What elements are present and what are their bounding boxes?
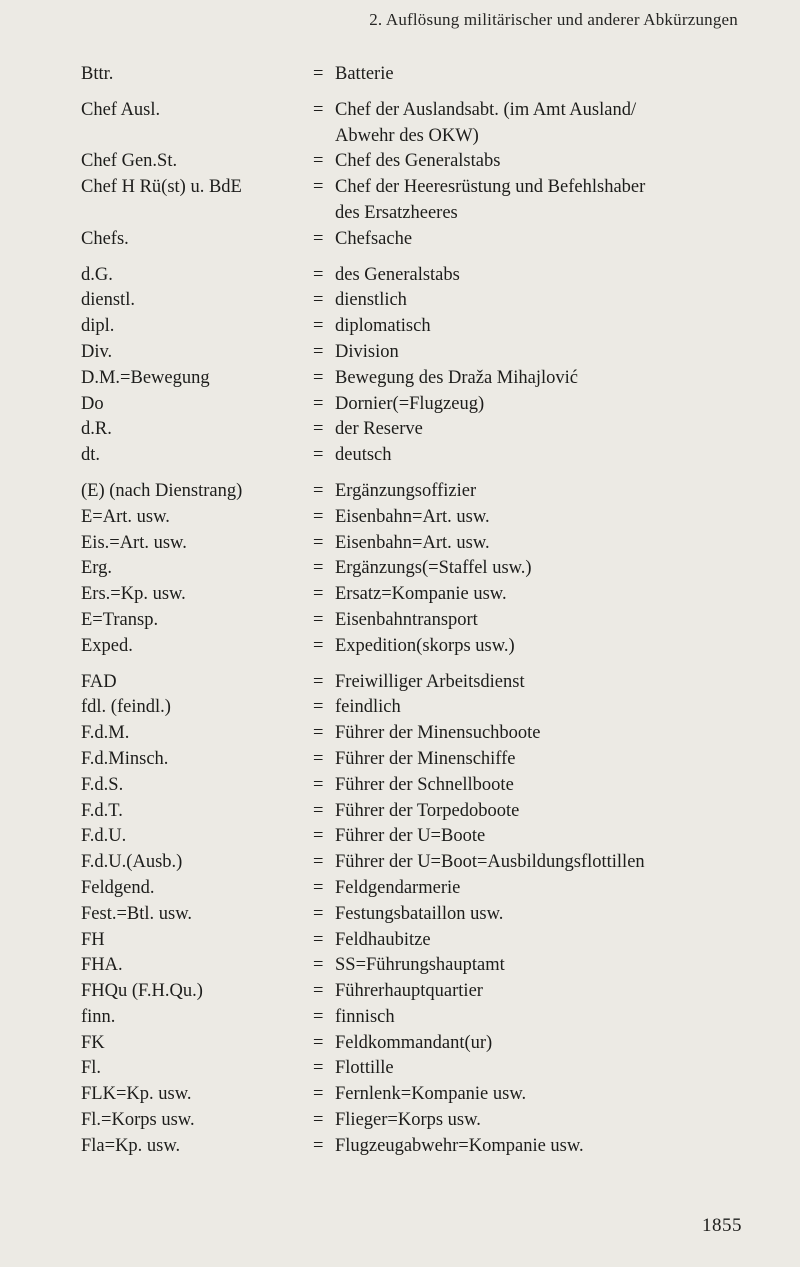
abbreviation-definition: der Reserve xyxy=(335,419,423,440)
abbreviation-entry xyxy=(0,670,800,696)
abbreviation-definition: Ergänzungs(=Staffel usw.) xyxy=(335,558,532,579)
equals-sign: = xyxy=(313,1058,324,1079)
abbreviation-entry xyxy=(0,366,800,392)
abbreviation-definition: Expedition(skorps usw.) xyxy=(335,635,515,656)
abbreviation-entry xyxy=(0,392,800,418)
abbreviation-term: E=Art. usw. xyxy=(81,506,170,527)
abbreviation-term: F.d.Minsch. xyxy=(81,748,169,769)
equals-sign: = xyxy=(313,1135,324,1156)
abbreviation-entry xyxy=(0,799,800,825)
equals-sign: = xyxy=(313,609,324,630)
abbreviation-definition: Flieger=Korps usw. xyxy=(335,1110,481,1131)
abbreviation-definition: Chef der Heeresrüstung und Befehlshaber xyxy=(335,177,646,198)
abbreviation-entry xyxy=(0,505,800,531)
equals-sign: = xyxy=(313,723,324,744)
equals-sign: = xyxy=(313,981,324,1002)
abbreviation-definition: Führer der Torpedoboote xyxy=(335,800,520,821)
abbreviation-term: Bttr. xyxy=(81,64,114,84)
abbreviation-term: Erg. xyxy=(81,558,113,579)
equals-sign: = xyxy=(313,800,324,821)
equals-sign: = xyxy=(313,419,324,440)
abbreviation-term: Feldgend. xyxy=(81,877,155,898)
abbreviation-definition: Batterie xyxy=(335,64,394,84)
abbreviation-term: Ers.=Kp. usw. xyxy=(81,584,186,605)
equals-sign: = xyxy=(313,445,324,466)
abbreviation-term: F.d.S. xyxy=(81,774,124,795)
abbreviation-entry xyxy=(0,876,800,902)
abbreviation-term: Chef H Rü(st) u. BdE xyxy=(81,177,242,198)
abbreviation-definition: Ersatz=Kompanie usw. xyxy=(335,584,507,605)
equals-sign: = xyxy=(313,852,324,873)
abbreviation-definition: Feldhaubitze xyxy=(335,929,431,950)
abbreviation-entry xyxy=(0,747,800,773)
equals-sign: = xyxy=(313,532,324,553)
abbreviation-entry xyxy=(0,953,800,979)
equals-sign: = xyxy=(313,748,324,769)
abbreviation-entry xyxy=(0,850,800,876)
equals-sign: = xyxy=(313,635,324,656)
equals-sign: = xyxy=(313,955,324,976)
abbreviation-definition: Feldkommandant(ur) xyxy=(335,1032,493,1053)
abbreviation-term: dipl. xyxy=(81,316,115,337)
abbreviation-definition: diplomatisch xyxy=(335,316,431,337)
abbreviation-entry xyxy=(0,556,800,582)
equals-sign: = xyxy=(313,506,324,527)
equals-sign: = xyxy=(313,877,324,898)
abbreviation-definition: Chefsache xyxy=(335,228,413,249)
abbreviation-entry xyxy=(0,62,800,88)
abbreviation-entry xyxy=(0,227,800,253)
abbreviation-definition: Eisenbahntransport xyxy=(335,609,478,630)
abbreviation-term: D.M.=Bewegung xyxy=(81,367,210,388)
equals-sign: = xyxy=(313,903,324,924)
equals-sign: = xyxy=(313,1006,324,1027)
abbreviation-definition: Führer der Minensuchboote xyxy=(335,723,541,744)
abbreviation-term: d.R. xyxy=(81,419,112,440)
abbreviation-definition: Führer der U=Boote xyxy=(335,826,486,847)
abbreviation-term: FAD xyxy=(81,671,117,692)
abbreviation-definition: Feldgendarmerie xyxy=(335,877,461,898)
abbreviation-definition: des Generalstabs xyxy=(335,264,460,285)
equals-sign: = xyxy=(313,264,324,285)
equals-sign: = xyxy=(313,341,324,362)
abbreviation-definition: feindlich xyxy=(335,697,401,718)
abbreviation-definition-continued: Abwehr des OKW) xyxy=(335,125,479,146)
abbreviation-term: Fla=Kp. usw. xyxy=(81,1135,181,1156)
abbreviation-entry xyxy=(0,721,800,747)
abbreviation-entry xyxy=(0,824,800,850)
abbreviation-definition: deutsch xyxy=(335,445,392,466)
equals-sign: = xyxy=(313,228,324,249)
abbreviation-entry xyxy=(0,340,800,366)
abbreviation-entry xyxy=(0,263,800,289)
equals-sign: = xyxy=(313,480,324,501)
abbreviation-definition: SS=Führungshauptamt xyxy=(335,955,505,976)
abbreviation-definition: Division xyxy=(335,341,399,362)
equals-sign: = xyxy=(313,316,324,337)
abbreviation-term: FHQu (F.H.Qu.) xyxy=(81,981,203,1002)
abbreviation-entry xyxy=(0,634,800,660)
abbreviation-entry xyxy=(0,1056,800,1082)
abbreviation-term: Do xyxy=(81,393,104,414)
abbreviation-entry xyxy=(0,1082,800,1108)
running-header: 2. Auflösung militärischer und anderer Abkürzungen xyxy=(369,10,738,29)
abbreviation-definition: Chef der Auslandsabt. (im Amt Ausland/ xyxy=(335,99,637,120)
abbreviation-term: F.d.T. xyxy=(81,800,123,821)
equals-sign: = xyxy=(313,584,324,605)
abbreviation-definition: Freiwilliger Arbeitsdienst xyxy=(335,671,525,692)
abbreviation-term: Fl. xyxy=(81,1058,102,1079)
abbreviation-term: FHA. xyxy=(81,955,123,976)
abbreviation-term: Fest.=Btl. usw. xyxy=(81,903,192,924)
abbreviation-entry xyxy=(0,479,800,505)
abbreviation-term: fdl. (feindl.) xyxy=(81,697,171,718)
equals-sign: = xyxy=(313,99,324,120)
equals-sign: = xyxy=(313,1084,324,1105)
abbreviation-definition: Ergänzungsoffizier xyxy=(335,480,477,501)
equals-sign: = xyxy=(313,177,324,198)
abbreviation-entry xyxy=(0,175,800,227)
abbreviation-term: F.d.M. xyxy=(81,723,130,744)
abbreviation-entry xyxy=(0,98,800,150)
abbreviation-term: FH xyxy=(81,929,105,950)
abbreviation-entry xyxy=(0,288,800,314)
abbreviation-term: Exped. xyxy=(81,635,133,656)
abbreviation-entry xyxy=(0,1031,800,1057)
abbreviation-entry xyxy=(0,149,800,175)
equals-sign: = xyxy=(313,774,324,795)
abbreviation-term: dt. xyxy=(81,445,101,466)
page-number: 1855 xyxy=(702,1215,742,1236)
equals-sign: = xyxy=(313,1032,324,1053)
abbreviation-term: Eis.=Art. usw. xyxy=(81,532,187,553)
abbreviation-entry xyxy=(0,1134,800,1160)
abbreviation-definition: Chef des Generalstabs xyxy=(335,151,501,172)
abbreviation-term: (E) (nach Dienstrang) xyxy=(81,480,243,501)
abbreviation-term: FLK=Kp. usw. xyxy=(81,1084,192,1105)
abbreviation-term: F.d.U. xyxy=(81,826,127,847)
abbreviation-entry xyxy=(0,443,800,469)
abbreviation-definition: Flottille xyxy=(335,1058,394,1079)
abbreviation-term: Chef Gen.St. xyxy=(81,151,178,172)
equals-sign: = xyxy=(313,826,324,847)
equals-sign: = xyxy=(313,151,324,172)
abbreviation-definition: dienstlich xyxy=(335,290,407,311)
equals-sign: = xyxy=(313,393,324,414)
abbreviation-entry xyxy=(0,531,800,557)
abbreviation-definition: Festungsbataillon usw. xyxy=(335,903,504,924)
abbreviation-definition: finnisch xyxy=(335,1006,395,1027)
abbreviation-term: FK xyxy=(81,1032,105,1053)
abbreviation-term: Chef Ausl. xyxy=(81,99,161,120)
abbreviation-entry xyxy=(0,417,800,443)
abbreviation-entry xyxy=(0,928,800,954)
abbreviation-entry xyxy=(0,314,800,340)
abbreviation-term: d.G. xyxy=(81,264,113,285)
abbreviation-term: E=Transp. xyxy=(81,609,159,630)
equals-sign: = xyxy=(313,558,324,579)
abbreviation-entry xyxy=(0,902,800,928)
abbreviation-definition: Führer der U=Boot=Ausbildungsflottillen xyxy=(335,852,645,873)
abbreviation-entry xyxy=(0,582,800,608)
abbreviation-definition: Fernlenk=Kompanie usw. xyxy=(335,1084,527,1105)
equals-sign: = xyxy=(313,671,324,692)
abbreviation-list xyxy=(0,62,800,1160)
equals-sign: = xyxy=(313,367,324,388)
abbreviation-entry xyxy=(0,695,800,721)
abbreviation-entry xyxy=(0,608,800,634)
abbreviation-entry xyxy=(0,773,800,799)
abbreviation-definition: Dornier(=Flugzeug) xyxy=(335,393,485,414)
abbreviation-definition: Führer der Schnellboote xyxy=(335,774,514,795)
equals-sign: = xyxy=(313,697,324,718)
equals-sign: = xyxy=(313,1110,324,1131)
abbreviation-entry xyxy=(0,1108,800,1134)
abbreviation-term: F.d.U.(Ausb.) xyxy=(81,852,183,873)
abbreviation-entry xyxy=(0,979,800,1005)
abbreviation-term: Chefs. xyxy=(81,228,129,249)
abbreviation-definition: Flugzeugabwehr=Kompanie usw. xyxy=(335,1135,584,1156)
abbreviation-definition: Bewegung des Draža Mihajlović xyxy=(335,367,578,388)
abbreviation-definition: Führer der Minenschiffe xyxy=(335,748,516,769)
abbreviation-term: dienstl. xyxy=(81,290,135,311)
abbreviation-definition: Führerhauptquartier xyxy=(335,981,483,1002)
abbreviation-definition-continued: des Ersatzheeres xyxy=(335,202,458,223)
abbreviation-term: finn. xyxy=(81,1006,116,1027)
abbreviation-definition: Eisenbahn=Art. usw. xyxy=(335,532,490,553)
equals-sign: = xyxy=(313,929,324,950)
equals-sign: = xyxy=(313,64,324,84)
equals-sign: = xyxy=(313,290,324,311)
abbreviation-entry xyxy=(0,1005,800,1031)
abbreviation-term: Fl.=Korps usw. xyxy=(81,1110,195,1131)
abbreviation-term: Div. xyxy=(81,341,113,362)
abbreviation-definition: Eisenbahn=Art. usw. xyxy=(335,506,490,527)
